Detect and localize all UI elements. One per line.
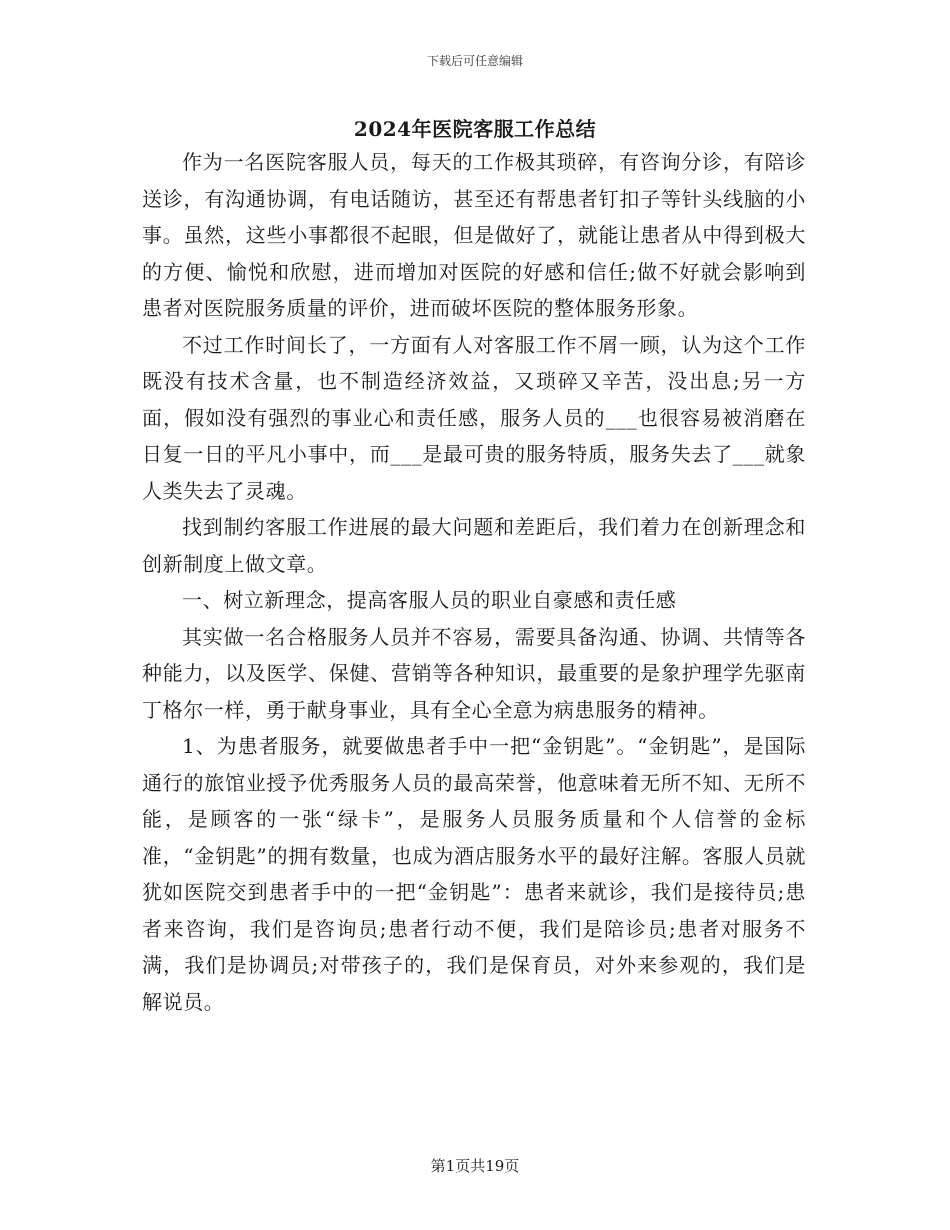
document-body <box>142 144 806 1020</box>
paragraph: 不过工作时间长了，一方面有人对客服工作不屑一顾，认为这个工作既没有技术含量，也不制造经济效益，又琐碎又辛苦，没出息;另一方面，假如没有强烈的事业心和责任感，服务人员的___也很容易被消磨在日复一日的平凡小事中，而___是最可贵的服务特质，服务失去了___就象人类失去了灵魂。 <box>142 332 806 503</box>
paragraph: 1、为患者服务，就要做患者手中一把“金钥匙”。“金钥匙”，是国际通行的旅馆业授予优秀服务人员的最高荣誉，他意味着无所不知、无所不能，是顾客的一张“绿卡”，是服务人员服务质量和个人信誉的金标准，“金钥匙”的拥有数量，也成为酒店服务水平的最好注解。客服人员就犹如医院交到患者手中的一把“金钥匙”：患者来就诊，我们是接待员;患者来咨询，我们是咨询员;患者行动不便，我们是陪诊员;患者对服务不满，我们是协调员;对带孩子的，我们是保育员，对外来参观的，我们是解说员。 <box>142 734 806 1014</box>
header-note: 下载后可任意编辑 <box>426 54 523 68</box>
page-number: 第1页共19页 <box>430 1157 520 1175</box>
paragraph: 找到制约客服工作进展的最大问题和差距后，我们着力在创新理念和创新制度上做文章。 <box>142 515 806 576</box>
paragraph: 作为一名医院客服人员，每天的工作极其琐碎，有咨询分诊，有陪诊送诊，有沟通协调，有电话随访，甚至还有帮患者钉扣子等针头线脑的小事。虽然，这些小事都很不起眼，但是做好了，就能让患者从中得到极大的方便、愉悦和欣慰，进而增加对医院的好感和信任;做不好就会影响到患者对医院服务质量的评价，进而破坏医院的整体服务形象。 <box>142 150 806 320</box>
paragraph: 其实做一名合格服务人员并不容易，需要具备沟通、协调、共情等各种能力，以及医学、保健、营销等各种知识，最重要的是象护理学先驱南丁格尔一样，勇于献身事业，具有全心全意为病患服务的精神。 <box>142 624 806 722</box>
document-title: 2024年医院客服工作总结 <box>353 117 597 141</box>
section-heading: 一、树立新理念，提高客服人员的职业自豪感和责任感 <box>182 588 677 612</box>
